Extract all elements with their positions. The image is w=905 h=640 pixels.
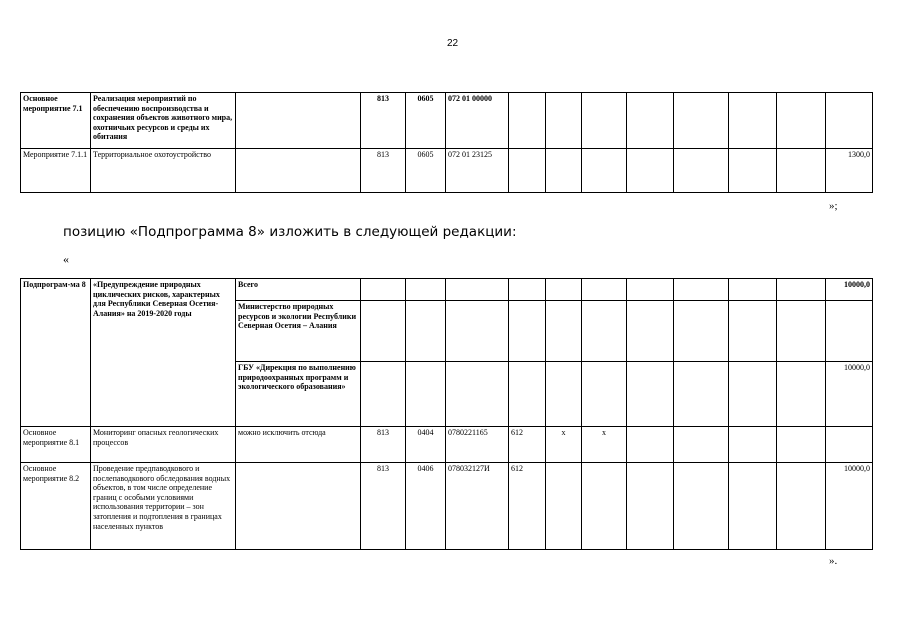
cell (627, 463, 674, 550)
executor-cell (236, 149, 361, 193)
target-code: 078032127И (446, 463, 509, 550)
cell (674, 93, 729, 149)
table-subprogram-8 (20, 278, 873, 550)
amount-cell (826, 427, 873, 463)
cell (729, 463, 777, 550)
cell (729, 427, 777, 463)
event-code: Основное мероприятие 8.2 (21, 463, 91, 550)
executor-ministry: Министерство природных ресурсов и экологии Республики Северная Осетия – Алания (236, 301, 361, 362)
target-code: 072 01 00000 (446, 93, 509, 149)
cell (546, 362, 582, 427)
target-code: 0780221165 (446, 427, 509, 463)
cell (546, 149, 582, 193)
closing-quote: ». (829, 555, 838, 567)
cell (509, 301, 546, 362)
executor-cell: можно исключить отсюда (236, 427, 361, 463)
cell (546, 463, 582, 550)
instruction-paragraph: позицию «Подпрограмма 8» изложить в следующей редакции: (63, 224, 517, 240)
executor-directorate: ГБУ «Дирекция по выполнению природоохранных программ и экологического образования» (236, 362, 361, 427)
cell (777, 93, 826, 149)
cell (729, 362, 777, 427)
section-code: 0406 (406, 463, 446, 550)
cell (729, 149, 777, 193)
grbs-code: 813 (361, 463, 406, 550)
section-code: 0605 (406, 149, 446, 193)
cell (777, 149, 826, 193)
cell (777, 301, 826, 362)
table-subprogram-7 (20, 92, 873, 193)
cell (446, 362, 509, 427)
closing-quote: »; (829, 200, 838, 212)
cell (582, 93, 627, 149)
cell (582, 279, 627, 301)
cell (674, 427, 729, 463)
cell (406, 301, 446, 362)
cell (627, 279, 674, 301)
cell: х (546, 427, 582, 463)
cell (627, 362, 674, 427)
amount-cell: 1300,0 (826, 149, 873, 193)
grbs-code: 813 (361, 149, 406, 193)
page-number: 22 (446, 38, 459, 49)
cell (729, 301, 777, 362)
amount-cell (826, 93, 873, 149)
event-code: Основное мероприятие 7.1 (21, 93, 91, 149)
event-code: Основное мероприятие 8.1 (21, 427, 91, 463)
executor-total: Всего (236, 279, 361, 301)
cell (582, 301, 627, 362)
grbs-code: 813 (361, 93, 406, 149)
cell (729, 279, 777, 301)
subprogram-code: Подпрограм-ма 8 (21, 279, 91, 427)
cell (406, 279, 446, 301)
cell (627, 149, 674, 193)
cell (627, 427, 674, 463)
grbs-code: 813 (361, 427, 406, 463)
cell (582, 149, 627, 193)
executor-cell (236, 93, 361, 149)
cell (777, 362, 826, 427)
cell (546, 301, 582, 362)
cell (777, 463, 826, 550)
event-code: Мероприятие 7.1.1 (21, 149, 91, 193)
section-code: 0404 (406, 427, 446, 463)
cell (546, 93, 582, 149)
cell (546, 279, 582, 301)
cell (674, 463, 729, 550)
expense-type: 612 (509, 463, 546, 550)
section-code: 0605 (406, 93, 446, 149)
cell (446, 279, 509, 301)
cell (406, 362, 446, 427)
cell (509, 149, 546, 193)
cell (674, 362, 729, 427)
event-name: Мониторинг опасных геологических процессов (91, 427, 236, 463)
amount-cell (826, 301, 873, 362)
cell (509, 362, 546, 427)
table-row (21, 279, 873, 301)
cell (674, 279, 729, 301)
table-row (21, 149, 873, 193)
cell (509, 93, 546, 149)
amount-cell: 10000,0 (826, 279, 873, 301)
executor-cell (236, 463, 361, 550)
cell (361, 362, 406, 427)
event-name: Проведение предпаводкового и послепаводкового обследования водных объектов, в том числе определение границ с особыми условиями использования территории – зон затопления и подтопления в границах населенных пунктов (91, 463, 236, 550)
table-row (21, 93, 873, 149)
cell (627, 93, 674, 149)
table-row (21, 427, 873, 463)
cell (361, 301, 406, 362)
opening-quote: « (63, 252, 69, 266)
cell (627, 301, 674, 362)
cell (582, 463, 627, 550)
cell (509, 279, 546, 301)
event-name: Реализация мероприятий по обеспечению воспроизводства и сохранения объектов животного мира, охотничьих ресурсов и среды их обитания (91, 93, 236, 149)
expense-type: 612 (509, 427, 546, 463)
cell (777, 279, 826, 301)
cell (674, 301, 729, 362)
cell (582, 362, 627, 427)
cell (446, 301, 509, 362)
cell: х (582, 427, 627, 463)
cell (674, 149, 729, 193)
table-row (21, 463, 873, 550)
cell (777, 427, 826, 463)
event-name: Территориальное охотоустройство (91, 149, 236, 193)
amount-cell: 10000,0 (826, 362, 873, 427)
subprogram-name: «Предупреждение природных циклических рисков, характерных для Республики Северная Осетия-Алания» на 2019-2020 годы (91, 279, 236, 427)
cell (361, 279, 406, 301)
target-code: 072 01 23125 (446, 149, 509, 193)
amount-cell: 10000,0 (826, 463, 873, 550)
cell (729, 93, 777, 149)
